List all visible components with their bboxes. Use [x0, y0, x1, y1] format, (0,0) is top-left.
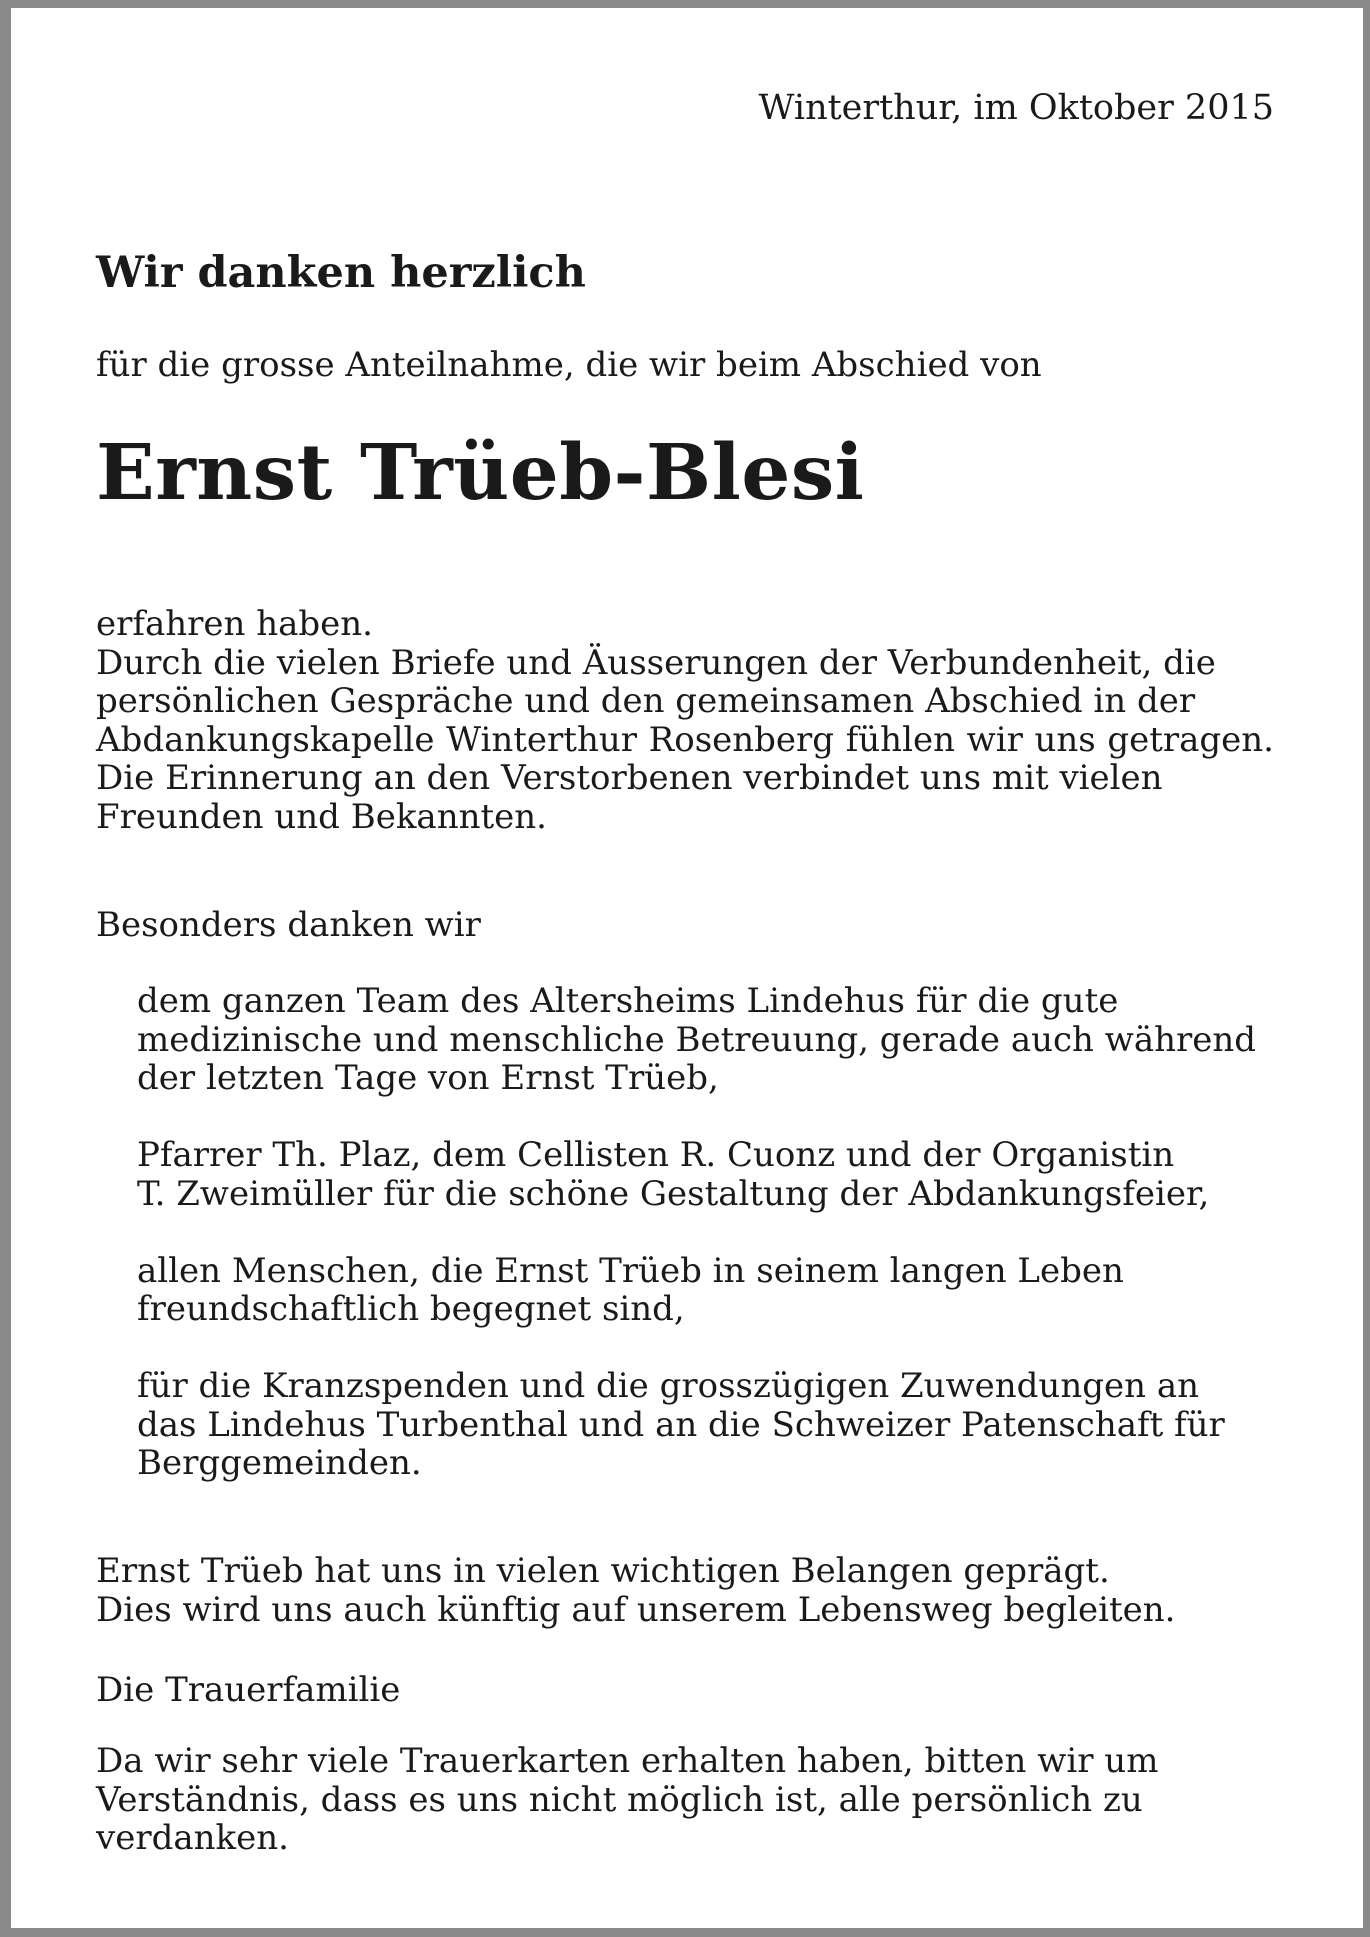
paragraph-line: Die Erinnerung an den Verstorbenen verbindet uns mit vielen: [96, 758, 1163, 798]
paragraph-line: Abdankungskapelle Winterthur Rosenberg fühlen wir uns getragen.: [96, 719, 1274, 760]
item-line: der letzten Tage von Ernst Trüeb,: [137, 1058, 719, 1098]
item-line: allen Menschen, die Ernst Trüeb in seinem langen Leben: [137, 1250, 1124, 1291]
closing-note: [96, 1742, 1158, 1858]
item-line: das Lindehus Turbenthal und an die Schweizer Patenschaft für: [137, 1404, 1225, 1445]
paragraph-line: Durch die vielen Briefe und Äusserungen der Verbundenheit, die: [96, 642, 1216, 683]
intro-line: für die grosse Anteilnahme, die wir beim Abschied von: [96, 345, 1042, 385]
paragraph-line: persönlichen Gespräche und den gemeinsamen Abschied in der: [96, 681, 1196, 721]
item-line: T. Zweimüller für die schöne Gestaltung der Abdankungsfeier,: [137, 1173, 1210, 1214]
closing-line: Ernst Trüeb hat uns in vielen wichtigen Belangen geprägt.: [96, 1551, 1110, 1591]
signature: Die Trauerfamilie: [96, 1670, 401, 1710]
closing-line: Dies wird uns auch künftig auf unserem Lebensweg begleiten.: [96, 1589, 1176, 1630]
deceased-name: Ernst Trüeb-Blesi: [96, 428, 865, 518]
item-line: dem ganzen Team des Altersheims Lindehus für die gute: [137, 981, 1119, 1021]
note-line: Da wir sehr viele Trauerkarten erhalten haben, bitten wir um: [96, 1741, 1159, 1781]
list-item: [137, 1252, 1267, 1329]
item-line: für die Kranzspenden und die grosszügigen Zuwendungen an: [137, 1366, 1199, 1406]
note-line: Verständnis, dass es uns nicht möglich ist, alle persönlich zu: [96, 1779, 1143, 1820]
item-line: medizinische und menschliche Betreuung, gerade auch während: [137, 1019, 1257, 1060]
note-line: verdanken.: [96, 1818, 289, 1858]
paragraph-line: erfahren haben.: [96, 604, 373, 644]
page-title: Wir danken herzlich: [96, 248, 586, 298]
item-line: Berggemeinden.: [137, 1443, 422, 1483]
item-line: freundschaftlich begegnet sind,: [137, 1289, 685, 1329]
list-item: [137, 982, 1267, 1098]
item-line: Pfarrer Th. Plaz, dem Cellisten R. Cuonz und der Organistin: [137, 1135, 1175, 1175]
special-thanks-intro: Besonders danken wir: [96, 905, 481, 945]
place-date: Winterthur, im Oktober 2015: [758, 88, 1274, 128]
list-item: [137, 1367, 1267, 1483]
closing-paragraph: [96, 1552, 1175, 1629]
list-item: [137, 1136, 1267, 1213]
paragraph-line: Freunden und Bekannten.: [96, 796, 547, 837]
thanks-paragraph: [96, 605, 1274, 836]
special-thanks-list: [137, 982, 1267, 1521]
